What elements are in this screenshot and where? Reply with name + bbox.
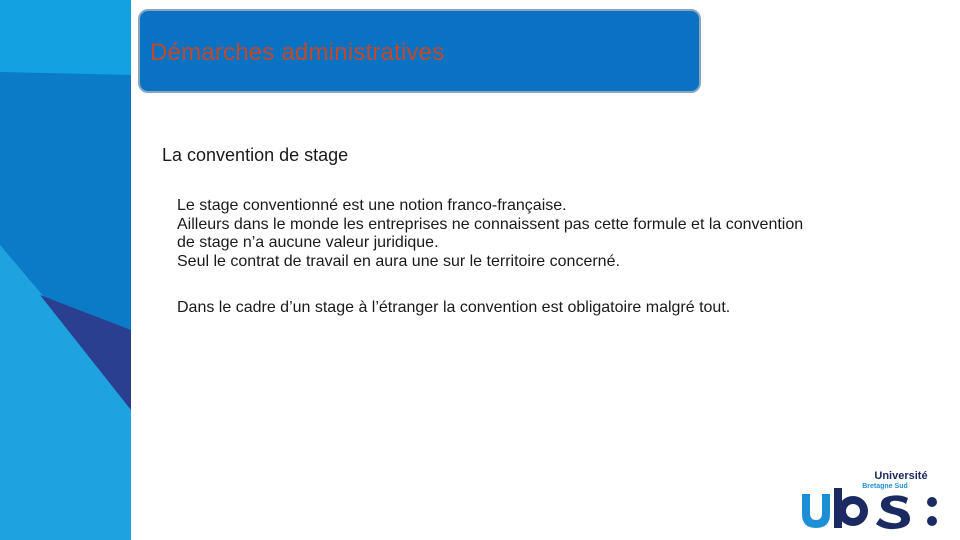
- logo-line1: Université: [874, 470, 928, 482]
- ubs-mark-icon: [802, 488, 937, 529]
- paragraph-4: Dans le cadre d’un stage à l’étranger la convention est obligatoire malgré tout.: [177, 299, 731, 316]
- slide-title: Démarches administratives: [150, 39, 445, 66]
- body-text: [177, 197, 817, 318]
- title-banner: [138, 9, 701, 93]
- logo-line2: Bretagne Sud: [862, 483, 908, 490]
- decorative-sidebar: [0, 0, 131, 540]
- paragraph-1: Le stage conventionné est une notion franco-française.: [177, 197, 567, 214]
- ubs-logo: [796, 466, 946, 532]
- section-heading: La convention de stage: [162, 145, 349, 165]
- paragraph-2: Ailleurs dans le monde les entreprises ne connaissent pas cette formule et la convention de stage n’a aucune valeur juridique.: [177, 215, 804, 251]
- paragraph-3: Seul le contrat de travail en aura une sur le territoire concerné.: [177, 252, 620, 270]
